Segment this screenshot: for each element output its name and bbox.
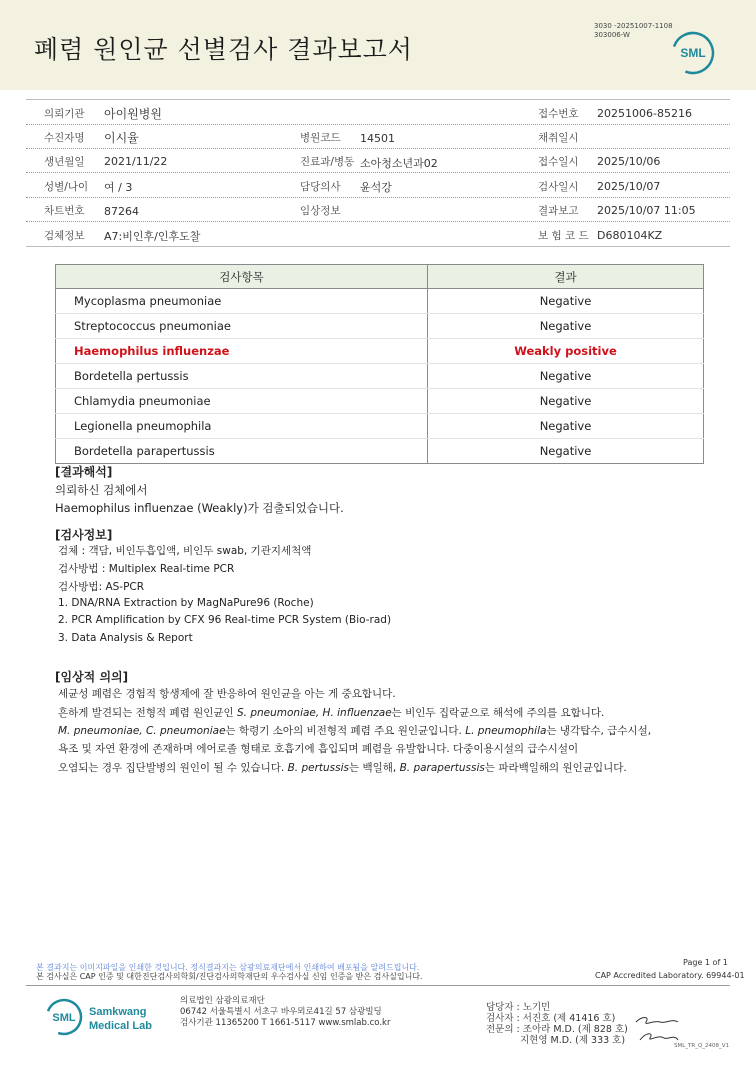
test-item: Chlamydia pneumoniae bbox=[56, 389, 428, 414]
chart-no-label: 차트번호 bbox=[44, 205, 85, 217]
cap-accreditation: CAP Accredited Laboratory. 69944-01 bbox=[595, 971, 745, 980]
test-date-value: 2025/10/07 bbox=[597, 180, 661, 193]
test-item: Bordetella pertussis bbox=[56, 364, 428, 389]
receipt-no-value: 20251006-85216 bbox=[597, 107, 692, 120]
test-result: Negative bbox=[428, 364, 704, 389]
clinical-line-3 bbox=[58, 723, 651, 738]
test-info-line: 검사방법 : Multiplex Real-time PCR bbox=[58, 563, 235, 575]
organism-name: M. pneumoniae, C. pneumoniae bbox=[58, 725, 226, 737]
interpretation-title: [결과해석] bbox=[55, 465, 113, 479]
results-header-row bbox=[56, 265, 704, 289]
test-item: Legionella pneumophila bbox=[56, 414, 428, 439]
clinical-text: 는 냉각탑수, 급수시설, bbox=[546, 725, 652, 737]
table-row bbox=[56, 414, 704, 439]
test-item: Bordetella parapertussis bbox=[56, 439, 428, 464]
hospital-code-value: 14501 bbox=[360, 132, 395, 145]
sex-age-label: 성별/나이 bbox=[44, 181, 89, 193]
clinical-line-5 bbox=[58, 760, 627, 775]
staff-manager: 담당자 : 노기민 bbox=[486, 1002, 551, 1013]
test-item: Haemophilus influenzae bbox=[56, 339, 428, 364]
dept-label: 진료과/병동 bbox=[300, 156, 355, 168]
clinical-significance-title: [임상적 의의] bbox=[55, 670, 129, 684]
report-code bbox=[594, 22, 673, 40]
test-date-label: 검사일시 bbox=[538, 181, 579, 193]
table-row bbox=[56, 439, 704, 464]
insurance-code-value: D680104KZ bbox=[597, 229, 663, 242]
test-result: Negative bbox=[428, 314, 704, 339]
table-row-highlighted bbox=[56, 339, 704, 364]
print-notice: 본 결과지는 이미지파일을 인쇄한 것입니다. 정식결과지는 삼광의료재단에서 인쇄하여 배포됨을 알려드립니다. bbox=[36, 963, 420, 972]
receipt-date-value: 2025/10/06 bbox=[597, 155, 661, 168]
collect-date-label: 채취일시 bbox=[538, 132, 579, 144]
clinical-line-2 bbox=[58, 705, 604, 720]
sex-age-value: 여 / 3 bbox=[104, 181, 133, 194]
organism-name: S. pneumoniae, H. influenzae bbox=[236, 707, 392, 719]
doctor-label: 담당의사 bbox=[300, 181, 341, 193]
sml-logo-text: SML bbox=[680, 46, 706, 60]
org-name: 의료법인 삼광의료재단 bbox=[180, 996, 265, 1006]
table-row bbox=[56, 364, 704, 389]
report-date-value: 2025/10/07 11:05 bbox=[597, 204, 696, 217]
footer-rule bbox=[26, 985, 730, 986]
org-address: 06742 서울특별시 서초구 바우뫼로41길 57 삼광빌딩 bbox=[180, 1007, 382, 1017]
organism-name: B. parapertussis bbox=[399, 762, 485, 774]
samkwang-logo-mark: SML bbox=[52, 1012, 76, 1024]
clinical-text: 는 비인두 집락균으로 해석에 주의를 요합니다. bbox=[391, 707, 605, 719]
info-rule bbox=[26, 197, 730, 198]
page-title: 폐렴 원인균 선별검사 결과보고서 bbox=[34, 35, 413, 64]
info-rule bbox=[26, 124, 730, 125]
clinical-line-4: 욕조 및 자연 환경에 존재하며 에어로졸 형태로 호흡기에 흡입되며 폐렴을 유발합니다. 다중이용시설의 급수시설이 bbox=[58, 743, 579, 755]
interpretation-line-1: 의뢰하신 검체에서 bbox=[55, 483, 148, 497]
clinical-text: 오염되는 경우 집단발병의 원인이 될 수 있습니다. bbox=[58, 762, 288, 774]
info-rule bbox=[26, 221, 730, 222]
clinical-label: 임상정보 bbox=[300, 205, 341, 217]
page-number: Page 1 of 1 bbox=[683, 958, 728, 967]
doctor-value: 윤석강 bbox=[360, 181, 392, 194]
table-row bbox=[56, 289, 704, 314]
table-row bbox=[56, 389, 704, 414]
test-info-line: 검체 : 객담, 비인두흡입액, 비인두 swab, 기관지세척액 bbox=[58, 545, 312, 557]
test-item: Streptococcus pneumoniae bbox=[56, 314, 428, 339]
test-result: Negative bbox=[428, 389, 704, 414]
specimen-value: A7:비인후/인후도찰 bbox=[104, 230, 201, 243]
clinical-text: 는 백일해, bbox=[348, 762, 400, 774]
sml-logo-badge bbox=[670, 30, 716, 76]
test-info-line: 1. DNA/RNA Extraction by MagNaPure96 (Roche) bbox=[58, 597, 314, 609]
accreditation-notice: 본 검사실은 CAP 인증 및 대한진단검사의학회/진단검사의학재단의 우수검사실 신임 인증을 받은 검사실입니다. bbox=[36, 972, 423, 981]
info-bottom-rule bbox=[26, 246, 730, 247]
org-contact: 검사기관 11365200 T 1661-5117 www.smlab.co.kr bbox=[180, 1018, 391, 1028]
dob-value: 2021/11/22 bbox=[104, 155, 168, 168]
samkwang-logo-line-2: Medical Lab bbox=[89, 1020, 152, 1032]
info-rule bbox=[26, 148, 730, 149]
hospital-code-label: 병원코드 bbox=[300, 132, 341, 144]
staff-tester: 검사자 : 서진호 (제 41416 호) bbox=[486, 1013, 616, 1024]
test-result: Weakly positive bbox=[428, 339, 704, 364]
dept-value: 소아청소년과02 bbox=[360, 157, 438, 170]
patient-label: 수진자명 bbox=[44, 132, 85, 144]
table-row bbox=[56, 314, 704, 339]
col-item-header: 검사항목 bbox=[56, 265, 428, 289]
institution-label: 의뢰기관 bbox=[44, 108, 85, 120]
info-top-rule bbox=[26, 99, 730, 100]
clinical-line-1: 세균성 폐렴은 경험적 항생제에 잘 반응하여 원인균을 아는 게 중요합니다. bbox=[58, 688, 396, 700]
staff-specialist: 전문의 : 조아라 M.D. (제 828 호) bbox=[486, 1024, 628, 1035]
report-code-line-2: 303006-W bbox=[594, 31, 630, 39]
institution-value: 아이원병원 bbox=[104, 107, 162, 121]
results-table bbox=[55, 264, 704, 464]
interpretation-line-2: Haemophilus influenzae (Weakly)가 검출되었습니다. bbox=[55, 501, 344, 515]
form-code: SML_TR_Q_2408_V1 bbox=[674, 1043, 730, 1049]
report-date-label: 결과보고 bbox=[538, 205, 579, 217]
test-info-line: 3. Data Analysis & Report bbox=[58, 632, 193, 644]
receipt-date-label: 접수일시 bbox=[538, 156, 579, 168]
patient-value: 이시율 bbox=[104, 131, 139, 145]
samkwang-logo-line-1: Samkwang bbox=[89, 1006, 147, 1018]
test-info-line: 2. PCR Amplification by CFX 96 Real-time PCR System (Bio-rad) bbox=[58, 614, 392, 626]
staff-specialist-2: 지현영 M.D. (제 333 호) bbox=[520, 1035, 626, 1046]
clinical-text: 흔하게 발견되는 전형적 폐렴 원인균인 bbox=[58, 707, 237, 719]
specimen-label: 검체정보 bbox=[44, 230, 85, 242]
test-result: Negative bbox=[428, 289, 704, 314]
chart-no-value: 87264 bbox=[104, 205, 139, 218]
clinical-text: 는 학령기 소아의 비전형적 폐렴 주요 원인균입니다. bbox=[225, 725, 466, 737]
test-info-title: [검사정보] bbox=[55, 528, 113, 542]
test-info-line: 검사방법: AS-PCR bbox=[58, 581, 145, 593]
dob-label: 생년월일 bbox=[44, 156, 85, 168]
organism-name: B. pertussis bbox=[287, 762, 349, 774]
test-result: Negative bbox=[428, 439, 704, 464]
info-rule bbox=[26, 172, 730, 173]
test-result: Negative bbox=[428, 414, 704, 439]
report-code-line-1: 3030 -20251007-1108 bbox=[594, 22, 673, 30]
insurance-code-label: 보 험 코 드 bbox=[538, 230, 589, 242]
samkwang-logo bbox=[44, 996, 156, 1038]
test-item: Mycoplasma pneumoniae bbox=[56, 289, 428, 314]
organism-name: L. pneumophila bbox=[465, 725, 547, 737]
receipt-no-label: 접수번호 bbox=[538, 108, 579, 120]
clinical-text: 는 파라백일해의 원인균입니다. bbox=[484, 762, 627, 774]
col-result-header: 결과 bbox=[428, 265, 704, 289]
signature-image bbox=[632, 1010, 682, 1046]
